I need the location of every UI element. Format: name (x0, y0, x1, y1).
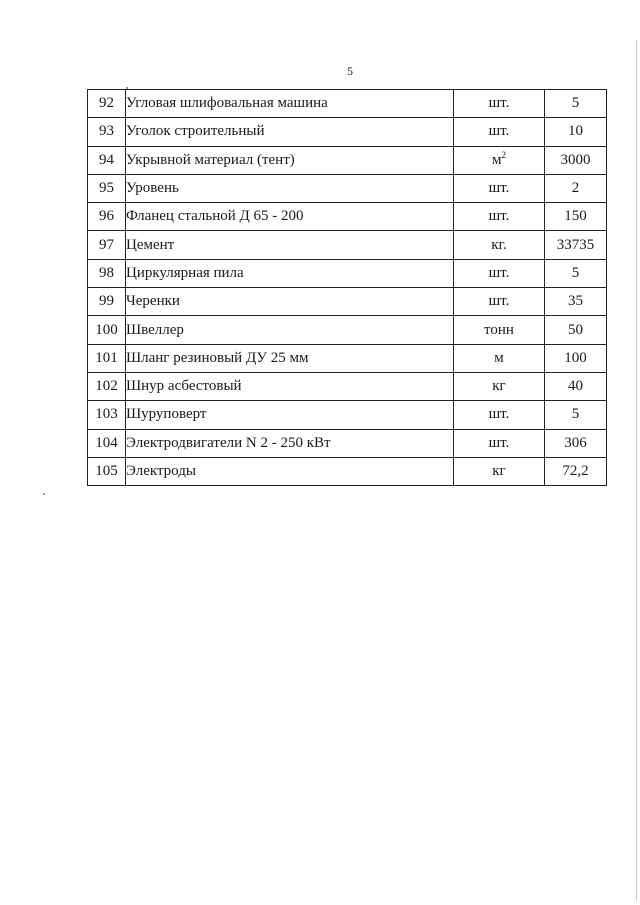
item-name: Циркулярная пила (126, 259, 454, 287)
table-row (88, 146, 607, 174)
item-quantity: 3000 (545, 146, 607, 174)
table-row (88, 288, 607, 316)
item-name: Уголок строительный (126, 118, 454, 146)
table-row (88, 344, 607, 372)
unit-label: кг (492, 378, 506, 395)
row-number: 102 (88, 372, 126, 400)
item-unit (454, 316, 545, 344)
row-number: 101 (88, 344, 126, 372)
table-row (88, 259, 607, 287)
item-quantity: 33735 (545, 231, 607, 259)
item-name: Шланг резиновый ДУ 25 мм (126, 344, 454, 372)
table-row (88, 401, 607, 429)
table-row (88, 118, 607, 146)
table-row (88, 316, 607, 344)
scan-speck (43, 493, 45, 495)
table-row (88, 231, 607, 259)
item-quantity: 306 (545, 429, 607, 457)
item-name: Шнур асбестовый (126, 372, 454, 400)
row-number: 104 (88, 429, 126, 457)
row-number: 103 (88, 401, 126, 429)
table-row (88, 203, 607, 231)
item-unit (454, 288, 545, 316)
item-quantity: 5 (545, 90, 607, 118)
item-quantity: 2 (545, 174, 607, 202)
item-name: Угловая шлифовальная машина (126, 90, 454, 118)
item-unit (454, 146, 545, 174)
unit-label: шт. (488, 95, 510, 112)
unit-label: шт. (488, 123, 510, 140)
item-quantity: 5 (545, 401, 607, 429)
row-number: 97 (88, 231, 126, 259)
row-number: 105 (88, 457, 126, 485)
item-name: Уровень (126, 174, 454, 202)
item-name: Укрывной материал (тент) (126, 146, 454, 174)
item-unit (454, 259, 545, 287)
item-name: Фланец стальной Д 65 - 200 (126, 203, 454, 231)
materials-table (87, 89, 607, 486)
item-unit (454, 231, 545, 259)
table-body (88, 90, 607, 486)
unit-label: шт. (488, 434, 510, 451)
item-name: Швеллер (126, 316, 454, 344)
row-number: 100 (88, 316, 126, 344)
item-name: Шуруповерт (126, 401, 454, 429)
item-quantity: 50 (545, 316, 607, 344)
table-row (88, 90, 607, 118)
item-name: Электроды (126, 457, 454, 485)
item-unit (454, 429, 545, 457)
item-unit (454, 457, 545, 485)
table-row (88, 174, 607, 202)
item-name: Электродвигатели N 2 - 250 кВт (126, 429, 454, 457)
item-quantity: 5 (545, 259, 607, 287)
unit-label: кг. (491, 236, 507, 253)
item-unit (454, 118, 545, 146)
item-unit (454, 203, 545, 231)
scan-speck (126, 87, 128, 89)
unit-label: шт. (488, 406, 510, 423)
unit-label: шт. (488, 208, 510, 225)
row-number: 95 (88, 174, 126, 202)
item-unit (454, 174, 545, 202)
row-number: 94 (88, 146, 126, 174)
item-unit (454, 401, 545, 429)
item-quantity: 40 (545, 372, 607, 400)
row-number: 96 (88, 203, 126, 231)
page-number: 5 (347, 64, 353, 78)
unit-label: кг (492, 463, 506, 479)
row-number: 92 (88, 90, 126, 118)
item-unit (454, 344, 545, 372)
item-unit (454, 90, 545, 118)
row-number: 93 (88, 118, 126, 146)
table-row (88, 429, 607, 457)
row-number: 98 (88, 259, 126, 287)
item-quantity: 72,2 (545, 457, 607, 485)
item-name: Черенки (126, 288, 454, 316)
item-quantity: 35 (545, 288, 607, 316)
unit-label: м (492, 151, 502, 168)
item-quantity: 100 (545, 344, 607, 372)
unit-label: шт. (488, 264, 510, 281)
unit-label: шт. (488, 293, 510, 310)
item-quantity: 10 (545, 118, 607, 146)
item-quantity: 150 (545, 203, 607, 231)
scan-edge-mark (636, 40, 637, 900)
unit-label: шт. (488, 180, 510, 197)
unit-superscript: 2 (501, 149, 506, 160)
item-unit (454, 372, 545, 400)
unit-label: тонн (484, 321, 514, 338)
table-row (88, 457, 607, 485)
item-name: Цемент (126, 231, 454, 259)
unit-label: м (494, 349, 504, 366)
table-row (88, 372, 607, 400)
row-number: 99 (88, 288, 126, 316)
